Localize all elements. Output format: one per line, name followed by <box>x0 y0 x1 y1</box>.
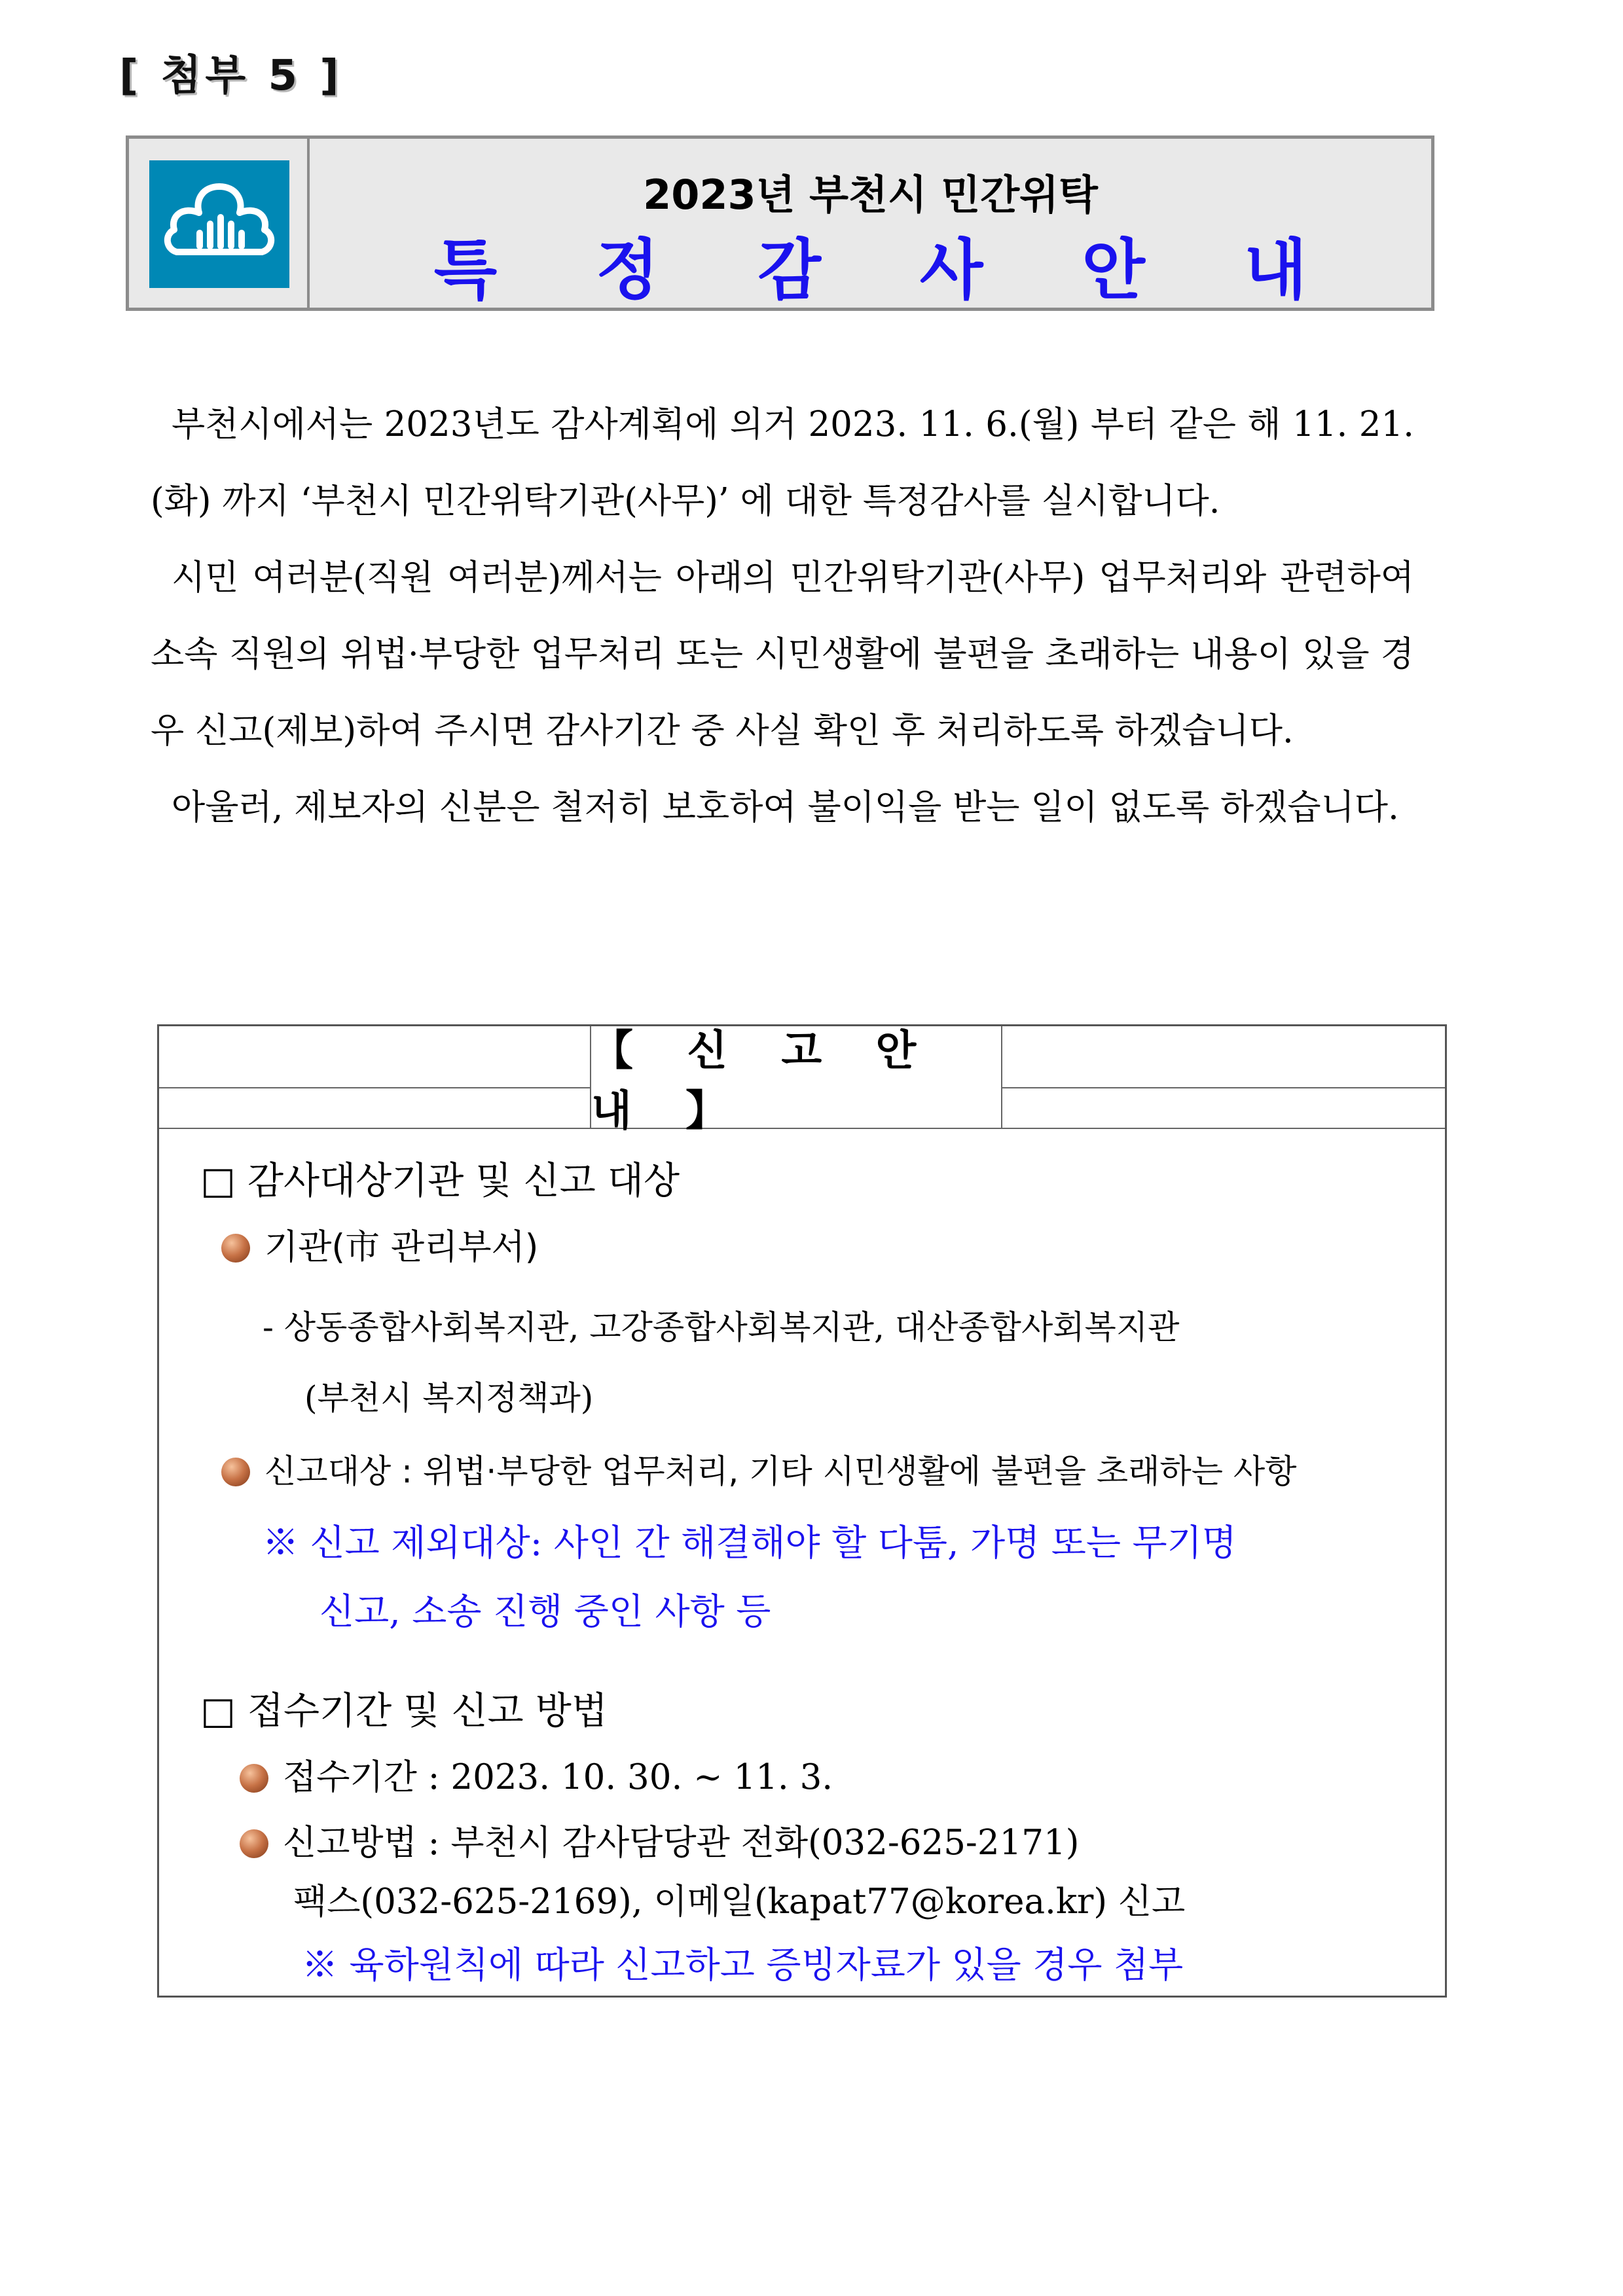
header-title: 특 정 감 사 안 내 <box>433 232 1345 308</box>
list-item-org <box>221 1219 538 1269</box>
header-subtitle: 2023년 부천시 민간위탁 <box>643 171 1098 219</box>
list-item-target <box>221 1445 1296 1492</box>
section-heading-method: □ 접수기간 및 신고 방법 <box>200 1689 608 1732</box>
list-item-method <box>240 1815 1079 1865</box>
org-label: 기관(市 관리부서) <box>264 1227 539 1267</box>
intro-paragraph-2: 시민 여러분(직원 여러분)께서는 아래의 민간위탁기관(사무) 업무처리와 관련하여 소속 직원의 위법·부당한 업무처리 또는 시민생활에 불편을 초래하는 내용이 있을 경우 신고(제보)하여 주시면 감사기간 중 사실 확인 후 처리하도록 하겠습니다. <box>151 558 1414 751</box>
bullet-icon <box>221 1458 250 1486</box>
divider <box>1002 1087 1445 1088</box>
reception-period: 접수기간 : 2023. 10. 30. ~ 11. 3. <box>283 1757 833 1797</box>
report-method: 신고방법 : 부천시 감사담당관 전화(032-625-2171) <box>283 1823 1080 1863</box>
divider <box>159 1087 590 1088</box>
bucheon-logo <box>149 160 289 288</box>
attachment-label: [ 첨부 5 ] <box>119 52 343 100</box>
intro-text <box>151 386 1414 846</box>
report-method-cont: 팩스(032-625-2169), 이메일(kapat77@korea.kr) 신고 <box>293 1882 1186 1922</box>
header-box <box>126 135 1434 311</box>
report-target: 신고대상 : 위법·부당한 업무처리, 기타 시민생활에 불편을 초래하는 사항 <box>264 1452 1297 1490</box>
notice-title: 【 신 고 안 내 】 <box>590 1026 1002 1128</box>
org-list: - 상동종합사회복지관, 고강종합사회복지관, 대산종합사회복지관 <box>263 1308 1180 1346</box>
bullet-icon <box>240 1829 268 1858</box>
section-heading-targets: □ 감사대상기관 및 신고 대상 <box>200 1159 680 1202</box>
bullet-icon <box>221 1234 250 1263</box>
intro-paragraph-1: 부천시에서는 2023년도 감사계획에 의거 2023. 11. 6.(월) 부터 같은 해 11. 21.(화) 까지 ‘부천시 민간위탁기관(사무)’ 에 대한 특정감사를 실시합니다. <box>151 404 1414 521</box>
evidence-note: ※ 육하원칙에 따라 신고하고 증빙자료가 있을 경우 첨부 <box>302 1944 1184 1986</box>
list-item-period <box>240 1749 833 1799</box>
bucheon-emblem-icon <box>157 172 282 277</box>
intro-paragraph-3: 아울러, 제보자의 신분은 철저히 보호하여 불이익을 받는 일이 없도록 하겠습니다. <box>172 787 1399 827</box>
exclusion-note: ※ 신고 제외대상: 사인 간 해결해야 할 다툼, 가명 또는 무기명 <box>263 1522 1237 1564</box>
bullet-icon <box>240 1764 268 1793</box>
org-department: (부천시 복지정책과) <box>304 1379 594 1417</box>
report-notice-box <box>157 1024 1447 1998</box>
exclusion-note-cont: 신고, 소송 진행 중인 사항 등 <box>319 1590 771 1632</box>
